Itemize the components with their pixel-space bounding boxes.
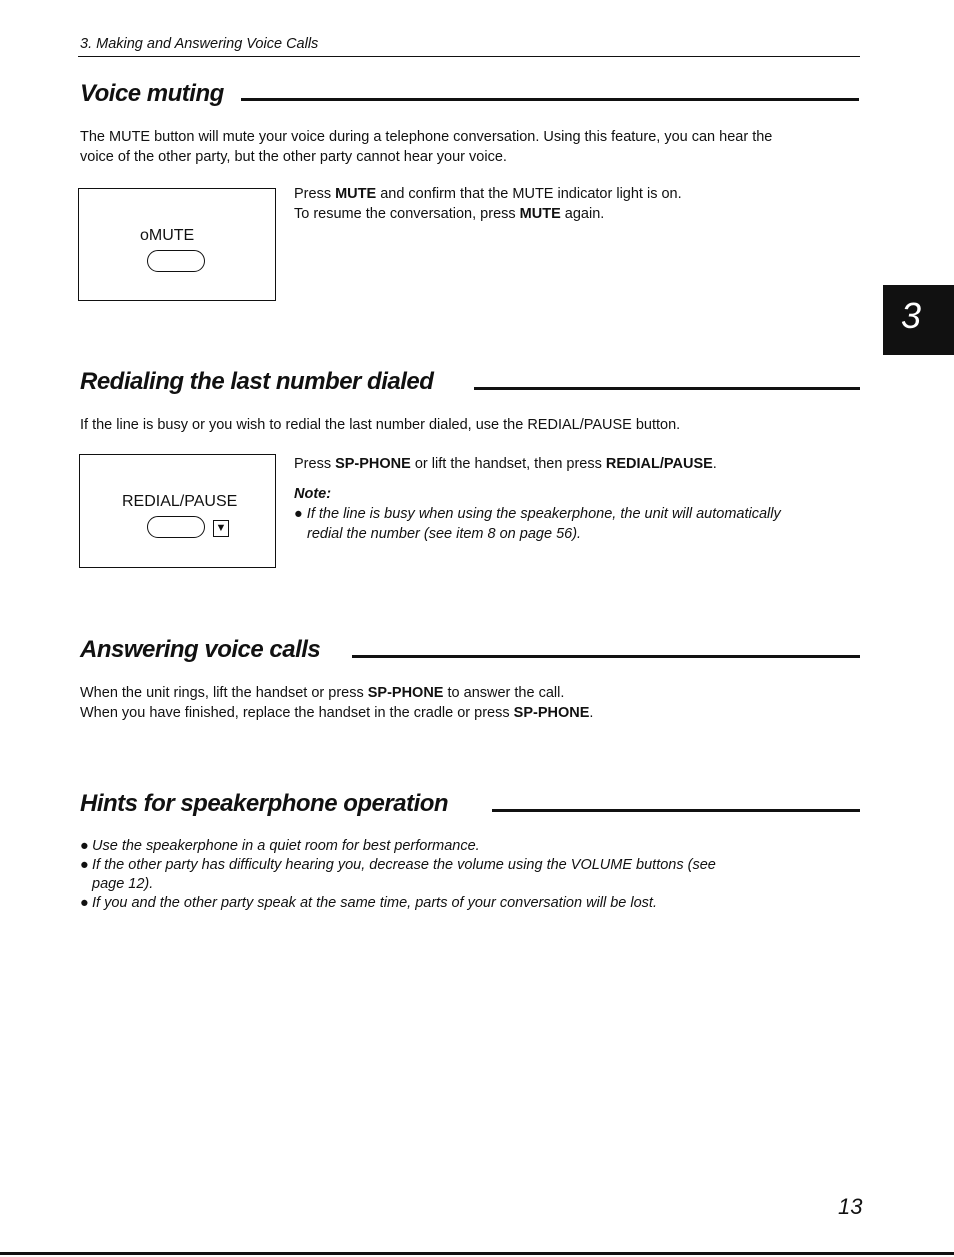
redialing-intro	[80, 415, 870, 435]
mute-label: oMUTE	[140, 227, 195, 244]
redial-pause-label: REDIAL/PAUSE	[122, 493, 238, 510]
intro-line: If the line is busy or you wish to redial the last number dialed, use the REDIAL/PAUSE button.	[80, 417, 681, 433]
section-title-answering: Answering voice calls	[80, 636, 321, 663]
note-label: Note:	[294, 486, 332, 502]
hint-item: ● If you and the other party speak at the same time, parts of your conversation will be lost.	[80, 895, 657, 911]
hint-item-continuation: page 12).	[92, 876, 154, 892]
answer-line: When the unit rings, lift the handset or press SP-PHONE to answer the call.	[80, 685, 565, 701]
redial-pause-button[interactable]	[147, 516, 205, 538]
voice-muting-intro	[80, 127, 870, 167]
intro-line: voice of the other party, but the other party cannot hear your voice.	[80, 149, 507, 165]
section-title-redialing: Redialing the last number dialed	[80, 368, 434, 395]
bullet-icon: ●	[80, 857, 89, 873]
voice-muting-steps	[294, 184, 854, 224]
down-arrow-icon: ▼	[213, 520, 229, 537]
note-bullet: ● If the line is busy when using the speakerphone, the unit will automatically	[294, 506, 781, 522]
title-rule	[474, 387, 860, 390]
hint-item: ● If the other party has difficulty hearing you, decrease the volume using the VOLUME buttons (see	[80, 857, 716, 873]
hint-item: ● Use the speakerphone in a quiet room for best performance.	[80, 838, 480, 854]
title-rule	[352, 655, 860, 658]
answering-text	[80, 683, 870, 723]
bullet-icon: ●	[294, 506, 307, 522]
chapter-tab-number: 3	[900, 295, 922, 336]
mute-button[interactable]	[147, 250, 205, 272]
step-line: To resume the conversation, press MUTE again.	[294, 206, 605, 222]
step-line: Press MUTE and confirm that the MUTE indicator light is on.	[294, 186, 682, 202]
bullet-icon: ●	[80, 838, 89, 854]
title-rule	[241, 98, 859, 101]
redialing-steps	[294, 454, 864, 544]
hints-list	[80, 837, 860, 913]
page-number: 13	[838, 1194, 863, 1219]
running-head: 3. Making and Answering Voice Calls	[80, 36, 319, 52]
redial-panel	[79, 454, 276, 568]
step-line: Press SP-PHONE or lift the handset, then press REDIAL/PAUSE.	[294, 456, 717, 472]
bottom-rule	[0, 1252, 954, 1255]
header-rule	[78, 56, 860, 57]
answer-line: When you have finished, replace the handset in the cradle or press SP-PHONE.	[80, 705, 594, 721]
chapter-tab	[883, 285, 954, 355]
intro-line: The MUTE button will mute your voice during a telephone conversation. Using this feature, you can hear the	[80, 129, 773, 145]
mute-panel	[78, 188, 276, 301]
section-title-hints: Hints for speakerphone operation	[80, 790, 449, 817]
section-title-voice-muting: Voice muting	[80, 80, 224, 107]
title-rule	[492, 809, 860, 812]
bullet-icon: ●	[80, 895, 89, 911]
note-bullet-continuation: redial the number (see item 8 on page 56).	[307, 526, 582, 542]
